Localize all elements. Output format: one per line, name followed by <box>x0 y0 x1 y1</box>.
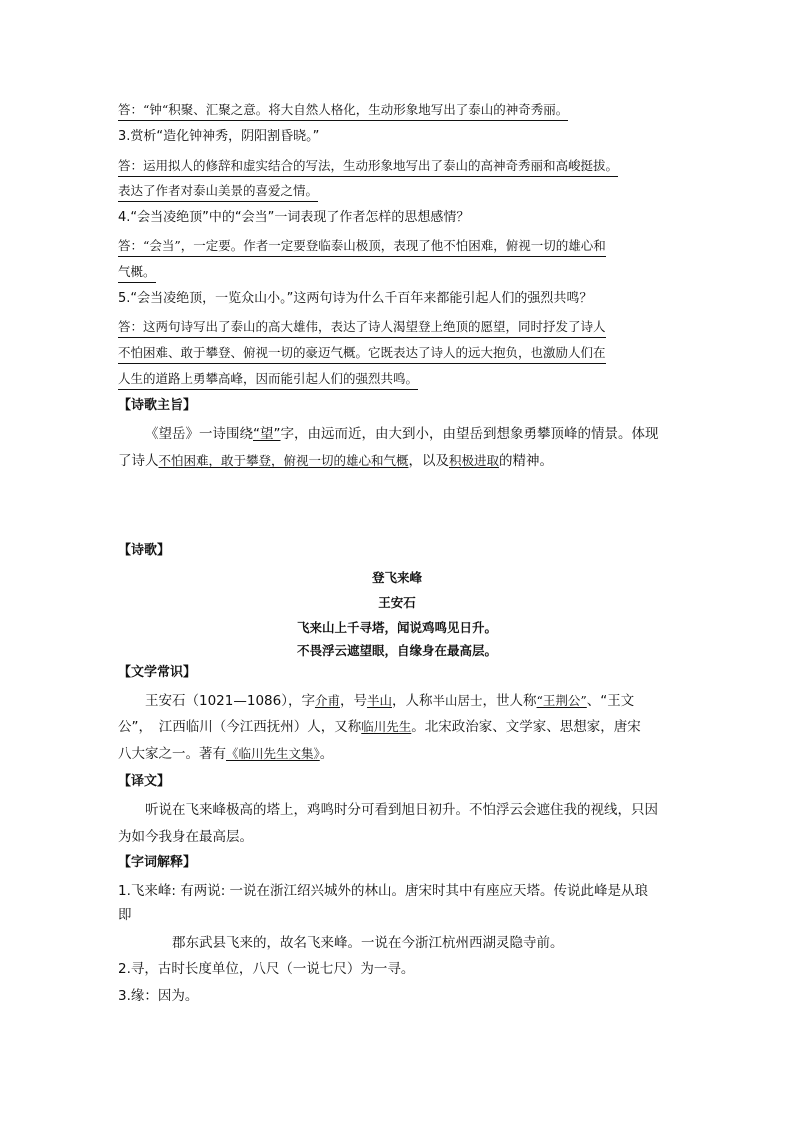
literature-line-3 <box>118 745 333 763</box>
literature-text: 。北宋政治家、文学家、思想家，唐宋 <box>411 719 641 735</box>
theme-underlined-phrase: 不怕困难，敢于攀登，俯视一切的雄心和气概 <box>158 453 409 468</box>
answer-5-line-3: 人生的道路上勇攀高峰，因而能引起人们的强烈共鸣。 <box>118 370 418 390</box>
theme-keyword-wang: “望” <box>253 426 281 442</box>
literature-line-1 <box>145 692 634 710</box>
literature-line-2 <box>118 718 641 736</box>
literature-pseudonym: 半山 <box>366 693 392 708</box>
glossary-item-3: 3.缘：因为。 <box>118 988 199 1004</box>
translation-line-1: 听说在飞来峰极高的塔上，鸡鸣时分可看到旭日初升。不怕浮云会遮住我的视线，只因 <box>145 802 658 818</box>
glossary-item-1-line-1: 1.飞来峰: 有两说: 一说在浙江绍兴城外的林山。唐宋时其中有座应天塔。传说此峰是从琅 <box>118 883 649 899</box>
theme-underlined-spirit: 积极进取 <box>449 453 500 468</box>
theme-text: 字，由远而近，由大到小，由望岳到想象勇攀顶峰的情景。体现 <box>280 426 659 442</box>
poem-line-2: 不畏浮云遮望眼，自缘身在最高层。 <box>296 643 497 658</box>
theme-heading: 【诗歌主旨】 <box>118 398 197 413</box>
glossary-item-1-line-2: 即 <box>118 907 132 923</box>
translation-heading: 【译文】 <box>118 774 171 789</box>
literature-text: 八大家之一。著有 <box>118 746 226 762</box>
theme-text: ，以及 <box>408 453 450 469</box>
theme-text: 了诗人 <box>118 453 159 469</box>
answer-4-line-2: 气概。 <box>118 263 156 283</box>
theme-paragraph-line-2 <box>118 452 553 470</box>
theme-text: 《望岳》一诗围绕 <box>145 426 253 442</box>
literature-text: 。 <box>319 746 334 762</box>
question-5: 5.“会当凌绝顶，一览众山小。”这两句诗为什么千百年来都能引起人们的强烈共鸣？ <box>118 291 593 306</box>
answer-3-line-1: 答：运用拟人的修辞和虚实结合的写法，生动形象地写出了泰山的高神奇秀丽和高峻挺拔。 <box>118 157 618 177</box>
literature-heading: 【文学常识】 <box>118 665 197 680</box>
question-3: 3.赏析“造化钟神秀，阴阳割昏晓。” <box>118 129 320 144</box>
poem-line-1: 飞来山上千寻塔，闻说鸡鸣见日升。 <box>296 620 497 635</box>
question-4: 4.“会当凌绝顶”中的“会当”一词表现了作者怎样的思想感情？ <box>118 210 470 225</box>
literature-courtesy-name: 介甫 <box>314 693 340 708</box>
literature-title-2: “王荆公” <box>536 693 587 708</box>
theme-text: 的精神。 <box>499 453 554 469</box>
poem-heading: 【诗歌】 <box>118 543 171 558</box>
literature-text: 王安石（1021—1086），字 <box>145 693 315 709</box>
answer-5-line-2: 不怕困难、敢于攀登、俯视一切的豪迈气概。它既表达了诗人的远大抱负，也激励人们在 <box>118 344 606 364</box>
answer-5-line-1: 答：这两句诗写出了泰山的高大雄伟，表达了诗人渴望登上绝顶的愿望，同时抒发了诗人 <box>118 318 606 338</box>
glossary-item-1-line-3: 郡东武县飞来的，故名飞来峰。一说在今浙江杭州西湖灵隐寺前。 <box>172 935 564 951</box>
literature-text: ，人称 <box>392 693 433 709</box>
literature-text: ，号 <box>339 693 367 709</box>
literature-title-3: 临川先生 <box>361 719 412 734</box>
literature-text: 、“王文 <box>586 693 635 709</box>
answer-2: 答：“钟“积聚、汇聚之意。将大自然人格化，生动形象地写出了泰山的神奇秀丽。 <box>118 101 568 121</box>
poem-author: 王安石 <box>378 595 416 610</box>
translation-line-2: 为如今我身在最高层。 <box>118 829 253 845</box>
literature-text: 公”， 江西临川（今江西抚州）人，又称 <box>118 719 362 735</box>
theme-paragraph-line-1 <box>145 425 659 443</box>
poem-title: 登飞来峰 <box>371 570 422 585</box>
glossary-item-2: 2.寻，古时长度单位，八尺（一说七尺）为一寻。 <box>118 961 415 977</box>
answer-4-line-1: 答：“会当”，一定要。作者一定要登临泰山极顶，表现了他不怕困难，俯视一切的雄心和 <box>118 237 606 257</box>
glossary-heading: 【字词解释】 <box>118 855 197 870</box>
literature-works: 《临川先生文集》 <box>226 746 320 761</box>
literature-text: ，世人称 <box>482 693 537 709</box>
answer-3-line-2: 表达了作者对泰山美景的喜爱之情。 <box>118 182 318 202</box>
literature-title-1: 半山居士 <box>432 693 483 708</box>
